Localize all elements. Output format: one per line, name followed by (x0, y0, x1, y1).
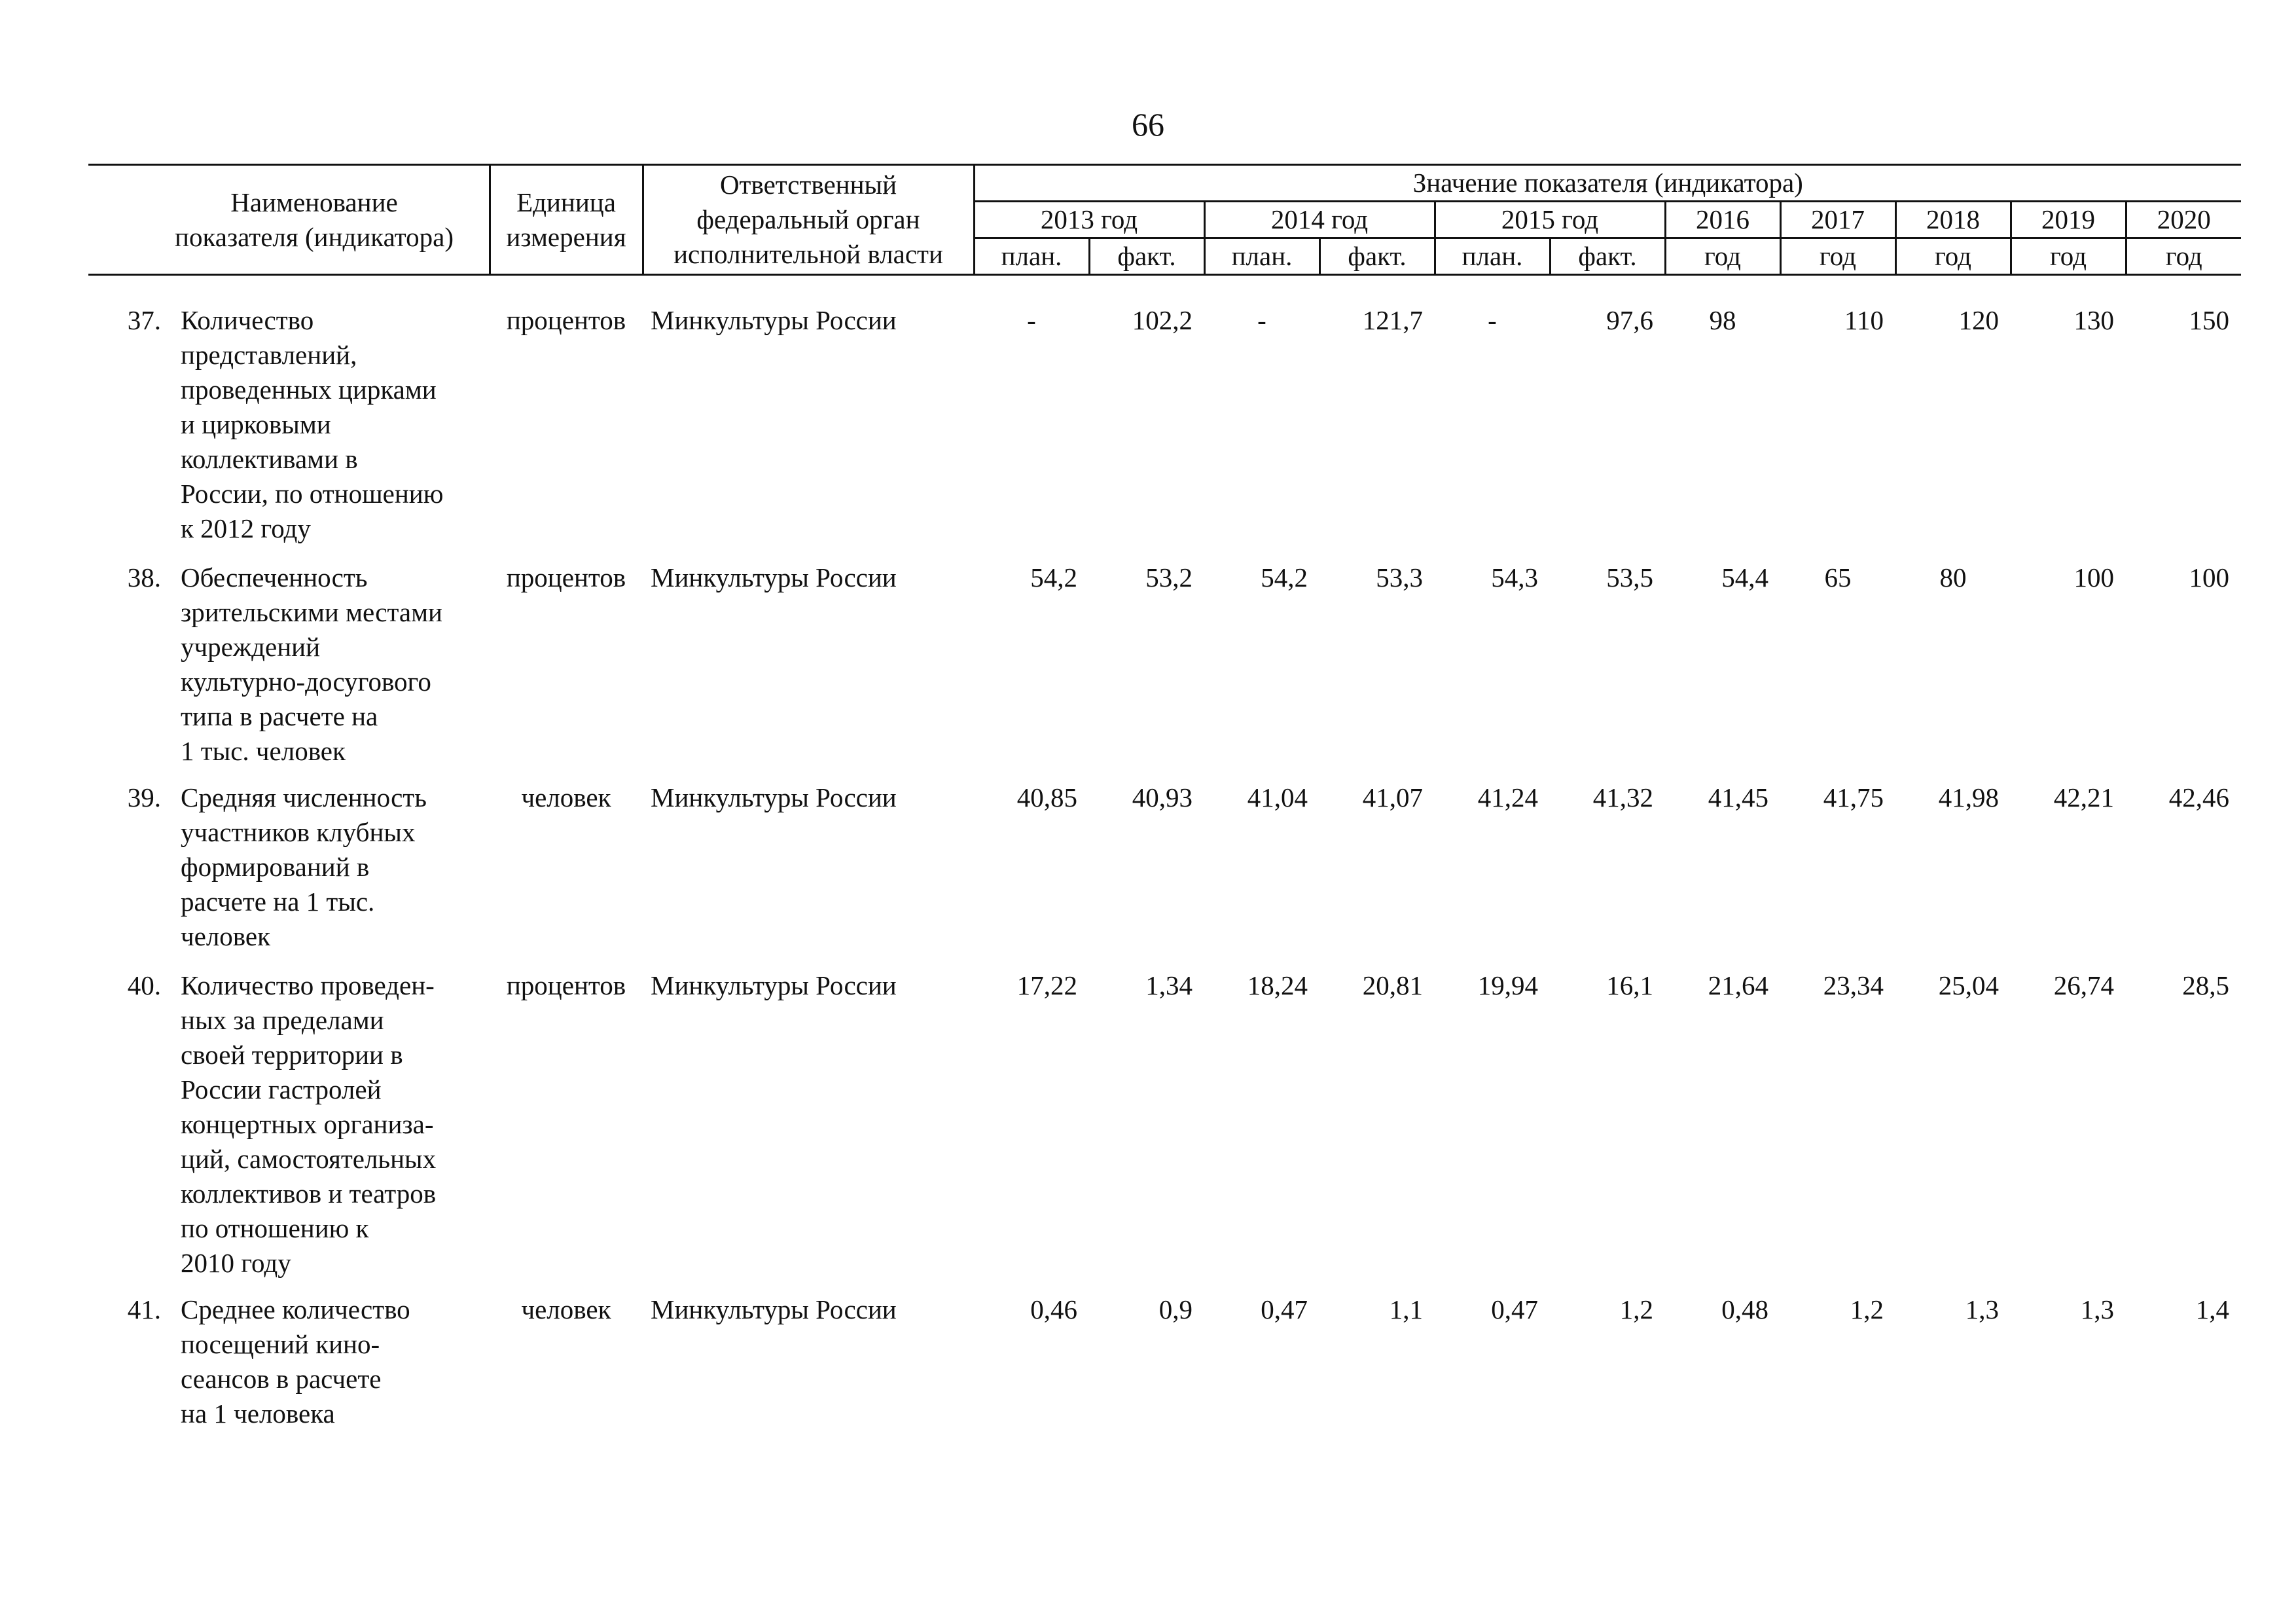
header-name: Наименование показателя (индикатора) (88, 165, 490, 275)
value-cell: 130 (2073, 305, 2114, 335)
indicators-table (88, 164, 2241, 1431)
header-plan: план. (1435, 238, 1550, 275)
header-plan: план. (974, 238, 1089, 275)
indicator-name-line: к 2012 году (181, 513, 311, 543)
value-cell: 23,34 (1823, 970, 1884, 1000)
header-fact: факт. (1089, 238, 1204, 275)
row-number: 41. (127, 1294, 161, 1324)
value-cell: 54,3 (1491, 562, 1538, 593)
value-cell: 1,3 (1965, 1294, 1999, 1324)
indicator-name-line: Средняя численность (181, 782, 427, 812)
table-header (88, 165, 2241, 275)
indicator-name-line: на 1 человека (181, 1398, 335, 1429)
indicator-name-line: проведенных цирками (181, 374, 437, 405)
value-cell: 0,9 (1158, 1294, 1193, 1324)
indicator-name-line: расчете на 1 тыс. (181, 886, 375, 917)
header-year-2020: 2020 (2126, 202, 2241, 238)
value-cell: 40,93 (1132, 782, 1193, 812)
header-year-2017: 2017 (1780, 202, 1895, 238)
value-cell: 26,74 (2053, 970, 2114, 1000)
value-cell: 54,4 (1721, 562, 1768, 593)
value-cell: 1,1 (1389, 1294, 1423, 1324)
indicator-name (170, 560, 490, 780)
indicator-name-line: 2010 году (181, 1248, 291, 1278)
indicator-name-line: типа в расчете на (181, 701, 378, 731)
indicator-name-line: по отношению к (181, 1213, 369, 1243)
value-cell: 54,2 (1030, 562, 1077, 593)
table-row (88, 780, 2241, 968)
indicator-name-line: Количество проведен- (181, 970, 435, 1000)
value-cell: 150 (2189, 305, 2230, 335)
value-cell: 1,2 (1619, 1294, 1653, 1324)
indicator-name-line: представлений, (181, 340, 357, 370)
indicator-name-line: зрительскими местами (181, 597, 442, 627)
value-cell: 0,47 (1261, 1294, 1308, 1324)
responsible-org-cell: Минкультуры России (651, 562, 897, 593)
indicator-name-line: России гастролей (181, 1074, 382, 1104)
unit-cell: процентов (506, 562, 626, 593)
row-number: 38. (127, 562, 161, 593)
header-fact: факт. (1319, 238, 1435, 275)
table-row (88, 560, 2241, 780)
value-cell: 19,94 (1477, 970, 1538, 1000)
indicator-name-line: участников клубных (181, 817, 416, 847)
header-year-suffix: год (1780, 238, 1895, 275)
header-value-group: Значение показателя (индикатора) (974, 165, 2241, 202)
value-cell: 17,22 (1016, 970, 1077, 1000)
indicator-name (170, 1292, 490, 1431)
header-year-suffix: год (1895, 238, 2011, 275)
row-number: 40. (127, 970, 161, 1000)
indicator-name-line: России, по отношению (181, 479, 444, 509)
table-row (88, 1292, 2241, 1431)
value-cell: 110 (1844, 305, 1884, 335)
value-cell: 0,48 (1721, 1294, 1768, 1324)
value-cell: - (1257, 305, 1266, 335)
value-cell: - (1488, 305, 1497, 335)
responsible-org-cell: Минкультуры России (651, 782, 897, 812)
indicator-name (170, 780, 490, 968)
value-cell: 18,24 (1247, 970, 1308, 1000)
value-cell: 53,3 (1376, 562, 1423, 593)
value-cell: 1,4 (2195, 1294, 2230, 1324)
header-year-2013: 2013 год (974, 202, 1204, 238)
indicator-name-line: ных за пределами (181, 1005, 384, 1035)
value-cell: 1,3 (2080, 1294, 2114, 1324)
value-cell: 102,2 (1132, 305, 1193, 335)
indicator-name-line: сеансов в расчете (181, 1364, 382, 1394)
value-cell: 41,24 (1477, 782, 1538, 812)
indicator-name-line: 1 тыс. человек (181, 736, 346, 766)
page-number: 66 (1132, 106, 1164, 143)
indicator-name-line: человек (181, 921, 271, 951)
table-body (88, 275, 2241, 1432)
table-row (88, 968, 2241, 1292)
table-row (88, 303, 2241, 560)
indicator-name (170, 968, 490, 1292)
value-cell: 42,21 (2053, 782, 2114, 812)
value-cell: 97,6 (1606, 305, 1653, 335)
value-cell: 40,85 (1016, 782, 1077, 812)
header-year-2018: 2018 (1895, 202, 2011, 238)
value-cell: 80 (1939, 562, 1967, 593)
value-cell: 16,1 (1606, 970, 1653, 1000)
responsible-org-cell: Минкультуры России (651, 1294, 897, 1324)
indicator-name-line: ций, самостоятельных (181, 1144, 437, 1174)
value-cell: 41,75 (1823, 782, 1884, 812)
indicator-name-line: Количество (181, 305, 314, 335)
header-plan: план. (1204, 238, 1319, 275)
header-year-suffix: год (1665, 238, 1780, 275)
row-number: 39. (127, 782, 161, 812)
header-org: Ответственный федеральный орган исполнительной власти (643, 165, 974, 275)
value-cell: - (1027, 305, 1036, 335)
indicator-name-line: учреждений (181, 632, 321, 662)
value-cell: 100 (2189, 562, 2230, 593)
unit-cell: человек (521, 782, 611, 812)
indicator-name-line: коллективов и театров (181, 1178, 437, 1209)
value-cell: 65 (1824, 562, 1852, 593)
header-fact: факт. (1550, 238, 1665, 275)
header-unit: Единица измерения (490, 165, 643, 275)
responsible-org-cell: Минкультуры России (651, 970, 897, 1000)
indicator-name-line: формирований в (181, 852, 370, 882)
value-cell: 20,81 (1362, 970, 1423, 1000)
header-year-suffix: год (2011, 238, 2126, 275)
indicator-name-line: своей территории в (181, 1040, 403, 1070)
indicator-name (170, 303, 490, 560)
value-cell: 41,07 (1362, 782, 1423, 812)
value-cell: 21,64 (1708, 970, 1768, 1000)
indicator-name-line: и цирковыми (181, 409, 331, 439)
value-cell: 54,2 (1261, 562, 1308, 593)
value-cell: 41,98 (1938, 782, 1999, 812)
indicator-name-line: Обеспеченность (181, 562, 368, 593)
value-cell: 0,47 (1491, 1294, 1538, 1324)
header-year-2016: 2016 (1665, 202, 1780, 238)
indicator-name-line: Среднее количество (181, 1294, 410, 1324)
header-year-2019: 2019 (2011, 202, 2126, 238)
value-cell: 98 (1709, 305, 1736, 335)
indicator-name-line: посещений кино- (181, 1329, 380, 1359)
value-cell: 28,5 (2182, 970, 2230, 1000)
responsible-org-cell: Минкультуры России (651, 305, 897, 335)
value-cell: 42,46 (2168, 782, 2230, 812)
value-cell: 100 (2073, 562, 2114, 593)
value-cell: 41,32 (1592, 782, 1653, 812)
value-cell: 41,04 (1247, 782, 1308, 812)
value-cell: 53,2 (1145, 562, 1193, 593)
value-cell: 41,45 (1708, 782, 1768, 812)
unit-cell: процентов (506, 305, 626, 335)
unit-cell: процентов (506, 970, 626, 1000)
value-cell: 53,5 (1606, 562, 1653, 593)
row-number: 37. (127, 305, 161, 335)
header-year-2015: 2015 год (1435, 202, 1665, 238)
value-cell: 25,04 (1938, 970, 1999, 1000)
unit-cell: человек (521, 1294, 611, 1324)
header-year-2014: 2014 год (1204, 202, 1435, 238)
value-cell: 121,7 (1362, 305, 1423, 335)
header-year-suffix: год (2126, 238, 2241, 275)
indicator-name-line: коллективами в (181, 444, 358, 474)
indicator-name-line: культурно-досугового (181, 666, 431, 697)
value-cell: 0,46 (1030, 1294, 1077, 1324)
value-cell: 120 (1958, 305, 1999, 335)
value-cell: 1,2 (1850, 1294, 1884, 1324)
indicator-name-line: концертных организа- (181, 1109, 434, 1139)
value-cell: 1,34 (1145, 970, 1193, 1000)
